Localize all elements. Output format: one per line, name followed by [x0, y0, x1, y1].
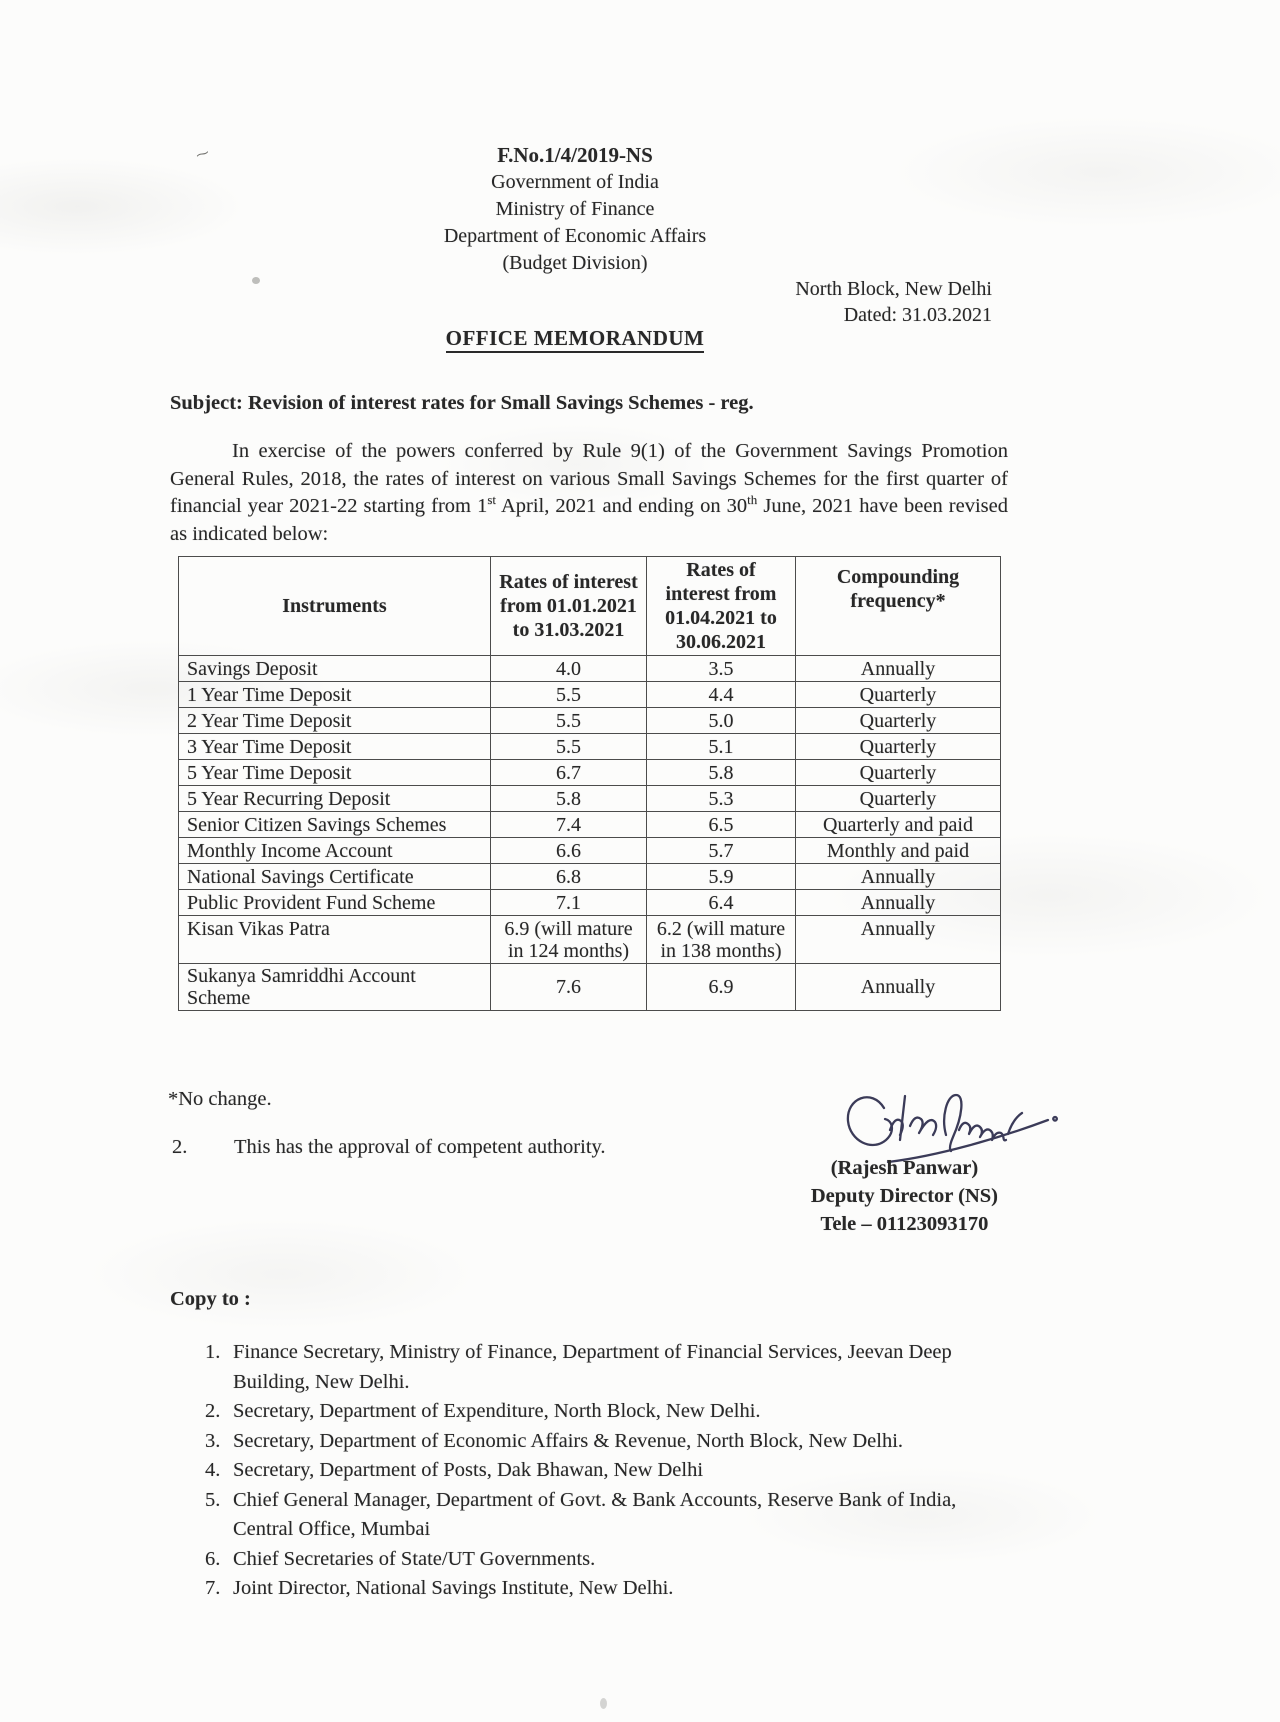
rate-new-cell: 6.5 [647, 812, 796, 838]
para2-number: 2. [172, 1136, 188, 1158]
place-date-block [795, 276, 992, 328]
rate-old-cell: 5.5 [491, 708, 647, 734]
rate-old-cell: 7.6 [491, 964, 647, 1011]
list-item [205, 1574, 1010, 1604]
instrument-cell: 5 Year Time Deposit [179, 760, 491, 786]
compounding-cell: Quarterly [796, 708, 1001, 734]
compounding-cell: Annually [796, 964, 1001, 1011]
rate-new-cell: 6.9 [647, 964, 796, 1011]
rate-old-cell: 5.5 [491, 734, 647, 760]
rate-old-cell: 6.8 [491, 864, 647, 890]
table-row [179, 838, 1001, 864]
table-row [179, 864, 1001, 890]
list-item-number: 2. [205, 1400, 221, 1422]
col-header-instruments: Instruments [179, 557, 491, 656]
table-row [179, 734, 1001, 760]
table-row [179, 786, 1001, 812]
list-item [205, 1427, 1010, 1457]
letterhead [170, 142, 980, 277]
org-line-division: (Budget Division) [502, 252, 648, 274]
scan-artifact-dot [252, 277, 260, 284]
table-row [179, 708, 1001, 734]
rate-old-cell: 4.0 [491, 656, 647, 682]
scan-artifact-mark: ⁓ [193, 144, 211, 163]
table-footnote: *No change. [168, 1088, 272, 1110]
date-line: Dated: 31.03.2021 [843, 304, 992, 326]
table-row [179, 890, 1001, 916]
rate-new-cell: 4.4 [647, 682, 796, 708]
scan-artifact-dot [600, 1698, 607, 1709]
rate-old-cell: 5.5 [491, 682, 647, 708]
list-item [205, 1545, 1010, 1575]
compounding-cell: Annually [796, 656, 1001, 682]
org-line-department: Department of Economic Affairs [443, 225, 707, 247]
col-header-rates-q1: Rates of interest from 01.04.2021 to 30.06.2021 [647, 557, 796, 656]
list-item-number: 5. [205, 1488, 221, 1511]
compounding-cell: Monthly and paid [796, 838, 1001, 864]
compounding-cell: Annually [796, 890, 1001, 916]
copy-to-list [205, 1338, 1010, 1604]
list-item-number: 3. [205, 1429, 221, 1452]
subject-line: Subject: Revision of interest rates for Small Savings Schemes - reg. [170, 392, 754, 414]
compounding-cell: Quarterly and paid [796, 812, 1001, 838]
list-item-number: 6. [205, 1547, 221, 1570]
list-item-text: Chief Secretaries of State/UT Governments. [233, 1547, 596, 1570]
list-item-text: Secretary, Department of Expenditure, North Block, New Delhi. [233, 1400, 761, 1422]
instrument-cell: Sukanya Samriddhi Account Scheme [179, 964, 491, 1011]
signatory-block [811, 1154, 998, 1238]
rate-old-cell: 6.6 [491, 838, 647, 864]
body-paragraph-2 [172, 1136, 606, 1159]
list-item-text: Secretary, Department of Economic Affairs & Revenue, North Block, New Delhi. [233, 1429, 904, 1452]
rate-old-cell: 6.7 [491, 760, 647, 786]
instrument-cell: Kisan Vikas Patra [179, 916, 491, 964]
instrument-cell: Monthly Income Account [179, 838, 491, 864]
rate-new-cell: 5.9 [647, 864, 796, 890]
col-header-compounding: Compounding frequency* [796, 557, 1001, 656]
instrument-cell: 5 Year Recurring Deposit [179, 786, 491, 812]
instrument-cell: Senior Citizen Savings Schemes [179, 812, 491, 838]
rate-old-cell: 6.9 (will mature in 124 months) [491, 916, 647, 964]
signatory-title: Deputy Director (NS) [810, 1185, 998, 1207]
list-item-number: 7. [205, 1577, 221, 1599]
rate-new-cell: 5.3 [647, 786, 796, 812]
compounding-cell: Annually [796, 916, 1001, 964]
body-paragraph-1 [170, 438, 1008, 548]
memo-title: OFFICE MEMORANDUM [170, 326, 980, 351]
instrument-cell: Savings Deposit [179, 656, 491, 682]
list-item [205, 1486, 1010, 1545]
compounding-cell: Quarterly [796, 786, 1001, 812]
instrument-cell: 1 Year Time Deposit [179, 682, 491, 708]
interest-rates-table [178, 556, 1001, 1011]
compounding-cell: Annually [796, 864, 1001, 890]
rate-old-cell: 7.4 [491, 812, 647, 838]
compounding-cell: Quarterly [796, 682, 1001, 708]
rate-new-cell: 6.4 [647, 890, 796, 916]
rate-old-cell: 5.8 [491, 786, 647, 812]
instrument-cell: 3 Year Time Deposit [179, 734, 491, 760]
table-row [179, 916, 1001, 964]
table-row [179, 760, 1001, 786]
rate-new-cell: 5.1 [647, 734, 796, 760]
list-item-text: Secretary, Department of Posts, Dak Bhawan, New Delhi [233, 1459, 704, 1481]
signatory-name: (Rajesh Panwar) [830, 1157, 979, 1179]
table-header-row [179, 557, 1001, 656]
signatory-phone: Tele – 01123093170 [820, 1213, 989, 1235]
copy-to-label: Copy to : [170, 1288, 251, 1310]
rate-new-cell: 5.8 [647, 760, 796, 786]
list-item-number: 4. [205, 1459, 221, 1481]
org-line-government: Government of India [491, 171, 659, 193]
para1-superscript-th: th [747, 492, 758, 508]
list-item-text: Joint Director, National Savings Institute, New Delhi. [233, 1577, 674, 1599]
instrument-cell: National Savings Certificate [179, 864, 491, 890]
rate-old-cell: 7.1 [491, 890, 647, 916]
rate-new-cell: 3.5 [647, 656, 796, 682]
list-item [205, 1456, 1010, 1486]
para1-part1: In exercise of the powers conferred by Rule 9(1) of the Government Savings Promotion General Rules, 2018, the rates of interest on various Small Savings Schemes for the first quarter of financial year 2021-22 starting from 1 [170, 440, 1008, 517]
col-header-rates-q4: Rates of interest from 01.01.2021 to 31.03.2021 [491, 557, 647, 656]
file-number: F.No.1/4/2019-NS [497, 143, 653, 167]
list-item-number: 1. [205, 1341, 221, 1363]
list-item [205, 1338, 1010, 1397]
table-row [179, 812, 1001, 838]
list-item [205, 1397, 1010, 1427]
org-line-ministry: Ministry of Finance [495, 198, 655, 220]
rate-new-cell: 6.2 (will mature in 138 months) [647, 916, 796, 964]
list-item-text: Finance Secretary, Ministry of Finance, Department of Financial Services, Jeevan Deep Building, New Delhi. [233, 1341, 952, 1393]
rate-new-cell: 5.0 [647, 708, 796, 734]
para2-text: This has the approval of competent authority. [234, 1136, 606, 1158]
place-line: North Block, New Delhi [795, 278, 992, 300]
table-row [179, 964, 1001, 1011]
rate-new-cell: 5.7 [647, 838, 796, 864]
table-row [179, 682, 1001, 708]
compounding-cell: Quarterly [796, 734, 1001, 760]
para1-superscript-st: st [487, 492, 496, 508]
compounding-cell: Quarterly [796, 760, 1001, 786]
para1-part2: April, 2021 and ending on 30 [496, 495, 748, 517]
instrument-cell: Public Provident Fund Scheme [179, 890, 491, 916]
table-row [179, 656, 1001, 682]
instrument-cell: 2 Year Time Deposit [179, 708, 491, 734]
list-item-text: Chief General Manager, Department of Govt. & Bank Accounts, Reserve Bank of India, Central Office, Mumbai [233, 1488, 957, 1540]
para1-part3: June, 2021 have been revised as indicated below: [170, 495, 1009, 545]
